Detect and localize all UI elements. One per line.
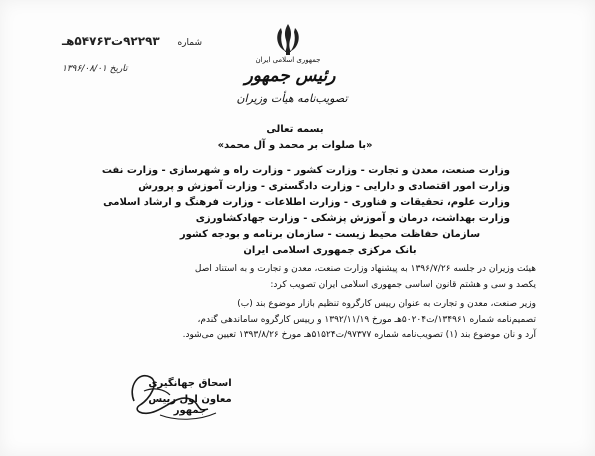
register-block (62, 34, 202, 74)
letterhead-republic: جمهوری اسلامی ایران (255, 56, 321, 64)
recipient-list (101, 163, 510, 259)
register-number: ۹۲۲۹۳ت۵۴۷۶۳هـ (62, 34, 160, 48)
letterhead-cabinet: تصویب‌نامه هیأت وزیران (236, 92, 348, 105)
register-date-row (62, 64, 128, 74)
recipient-line: وزارت امور اقتصادی و دارایی - وزارت دادگستری - وزارت آموزش و پرورش (138, 181, 510, 192)
recipient-line: بانک مرکزی جمهوری اسلامی ایران (243, 245, 417, 256)
body-line: یکصد و سی و هشتم قانون اساسی جمهوری اسلامی ایران تصویب کرد: (270, 279, 536, 290)
recipient-line: وزارت صنعت، معدن و تجارت - وزارت کشور - وزارت راه و شهرسازی - وزارت نفت (101, 165, 510, 176)
letterhead-president: رئیس جمهور (244, 66, 336, 86)
register-date: ۱۳۹۶/۰۸/۰۱ (62, 64, 107, 74)
body-line: آرد و نان موضوع بند (۱) تصویب‌نامه شماره ۹۷۳۷۷/ت۵۱۵۲۴هـ مورخ ۱۳۹۳/۸/۲۶ تعیین می‌شود. (182, 330, 536, 340)
register-number-row (62, 34, 202, 48)
decree-body (90, 262, 536, 344)
body-line: تصمیم‌نامه شماره ۱۳۴۹۶۱/ت۵۰۲۰۴هـ مورخ ۱۳۹۲/۱۱/۱۹ و رییس کارگروه ساماندهی گندم، (197, 314, 536, 325)
body-line: وزیر صنعت، معدن و تجارت به عنوان رییس کارگروه تنظیم بازار موضوع بند (ب) (237, 299, 536, 309)
iran-emblem-icon (272, 22, 304, 56)
bismillah: بسمه تعالی (266, 124, 324, 135)
signatory-name: اسحاق جهانگیری (148, 378, 232, 389)
signatory-title: معاون اول رییس جمهور (148, 394, 232, 416)
recipient-line: سازمان حفاظت محیط زیست - سازمان برنامه و بودجه کشور (179, 229, 481, 240)
register-date-label: تاریخ (109, 64, 128, 74)
recipient-line: وزارت علوم، تحقیقات و فناوری - وزارت اطلاعات - وزارت فرهنگ و ارشاد اسلامی (103, 197, 510, 208)
body-line: هیئت وزیران در جلسه ۱۳۹۶/۷/۲۶ به پیشنهاد وزارت صنعت، معدن و تجارت و به استناد اصل (194, 264, 536, 274)
recipient-line: وزارت بهداشت، درمان و آموزش پزشکی - وزارت جهادکشاورزی (195, 213, 510, 224)
register-number-label: شماره (177, 38, 202, 48)
salavat: «با صلوات بر محمد و آل محمد» (217, 140, 373, 151)
